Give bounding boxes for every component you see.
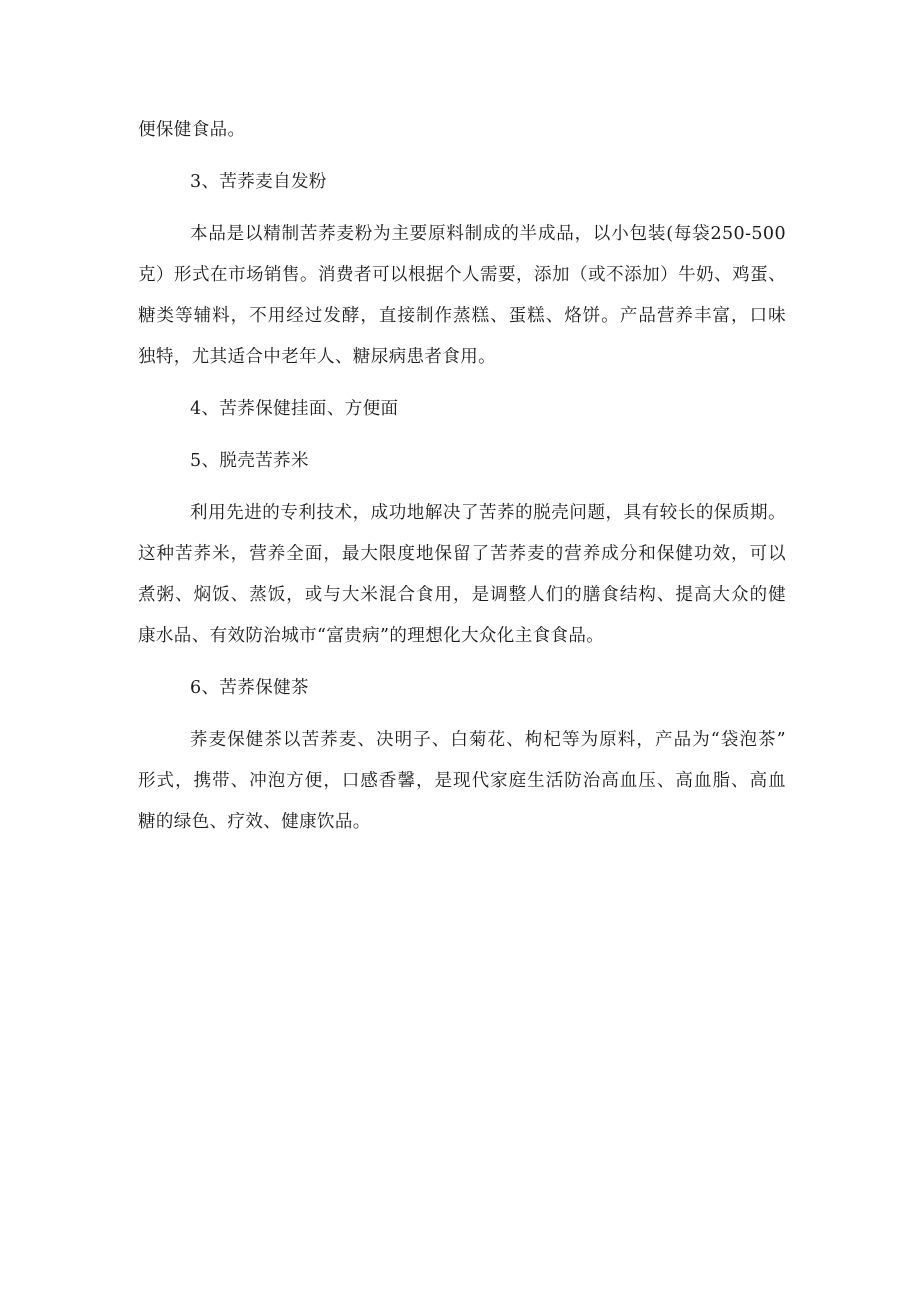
paragraph-line: 利用先进的专利技术，成功地解决了苦荞的脱壳问题，具有较长的保质期。: [190, 503, 786, 523]
paragraph-continuation: 便保健食品。: [138, 120, 246, 140]
heading-health-tea: 6、苦荞保健茶: [190, 678, 309, 698]
paragraph-line: 糖的绿色、疗效、健康饮品。: [138, 812, 371, 832]
paragraph-line: 这种苦荞米，营养全面，最大限度地保留了苦荞麦的营养成分和保健功效，可以: [138, 544, 786, 564]
heading-self-rising-flour: 3、苦荞麦自发粉: [190, 172, 327, 192]
document-body: [138, 110, 786, 843]
paragraph-line: 糖类等辅料，不用经过发酵，直接制作蒸糕、蛋糕、烙饼。产品营养丰富，口味: [138, 306, 786, 326]
heading-hulled-rice: 5、脱壳苦荞米: [190, 451, 309, 471]
heading-noodles: 4、苦荞保健挂面、方便面: [190, 399, 399, 419]
paragraph-line: 独特，尤其适合中老年人、糖尿病患者食用。: [138, 347, 496, 367]
paragraph-line: 荞麦保健茶以苦荞麦、决明子、白菊花、枸杞等为原料，产品为“袋泡茶”: [190, 730, 786, 750]
paragraph-line: 形式，携带、冲泡方便，口感香馨，是现代家庭生活防治高血压、高血脂、高血: [138, 771, 786, 791]
paragraph-line: 克）形式在市场销售。消费者可以根据个人需要，添加（或不添加）牛奶、鸡蛋、: [138, 265, 786, 285]
paragraph-line: 本品是以精制苦荞麦粉为主要原料制成的半成品，以小包装(每袋250-500: [190, 224, 786, 244]
paragraph-line: 煮粥、焖饭、蒸饭，或与大米混合食用，是调整人们的膳食结构、提高大众的健: [138, 585, 786, 605]
paragraph-line: 康水品、有效防治城市“富贵病”的理想化大众化主食食品。: [138, 626, 605, 646]
